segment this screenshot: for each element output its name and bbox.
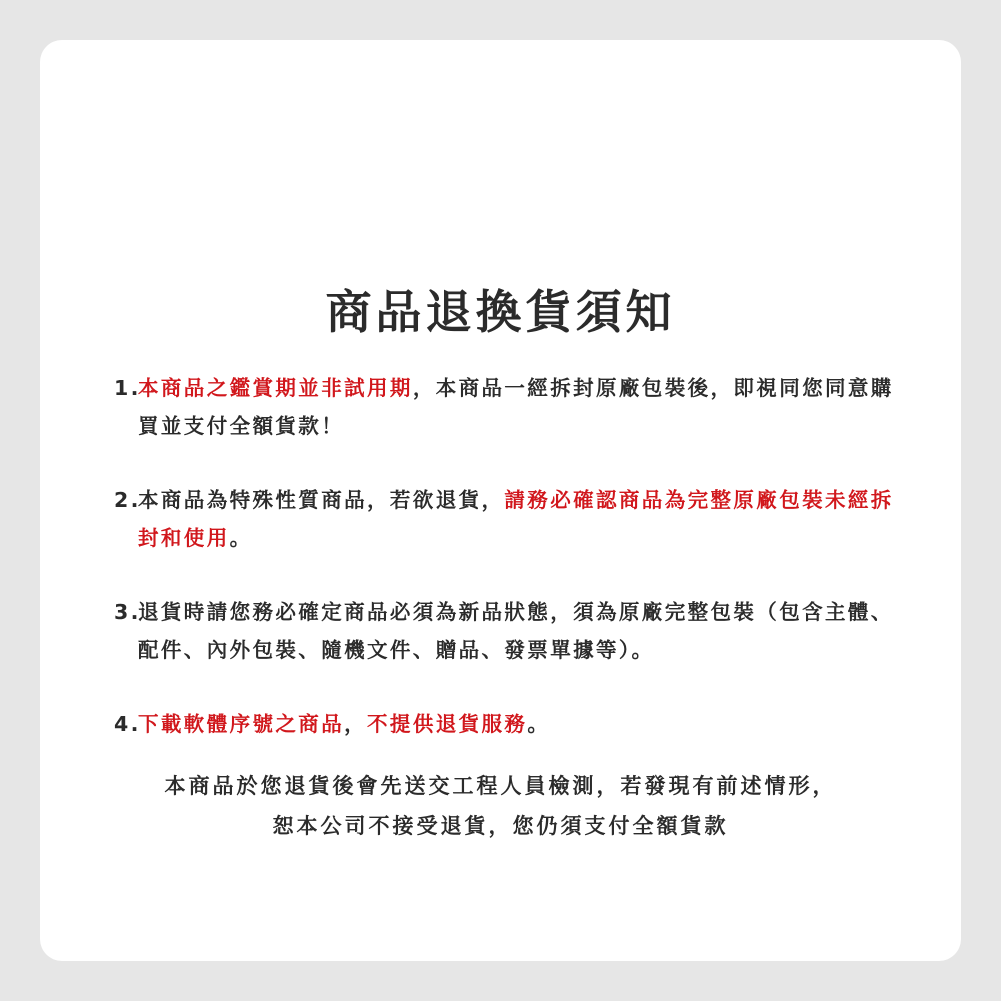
item-number: 2. [114, 488, 141, 512]
item-text-emphasis: 不提供退貨服務 [367, 712, 528, 736]
notice-item-2 [114, 481, 914, 557]
page-title: 商品退換貨須知 [325, 285, 676, 339]
item-text-emphasis: 下載軟體序號之商品 [138, 712, 345, 736]
notice-item-4 [114, 705, 914, 743]
item-text: ， [344, 712, 368, 736]
item-text: 。 [229, 526, 253, 550]
footer-line-2: 恕本公司不接受退貨，您仍須支付全額貨款 [272, 814, 729, 838]
item-number: 4. [114, 712, 141, 736]
item-text-emphasis: 請務必確認商品為完整原廠包裝未經拆封和使用 [138, 488, 894, 550]
footer-note [40, 766, 961, 846]
footer-line-1: 本商品於您退貨後會先送交工程人員檢測，若發現有前述情形， [164, 774, 837, 798]
item-text: 本商品為特殊性質商品，若欲退貨， [138, 488, 505, 512]
item-text: ，本商品一經拆封原廠包裝後，即視同您同意購買並支付全額貨款！ [138, 376, 894, 438]
item-text: 。 [527, 712, 551, 736]
notice-item-3 [114, 593, 914, 669]
item-number: 1. [114, 376, 141, 400]
item-number: 3. [114, 600, 141, 624]
notice-item-1 [114, 369, 914, 445]
item-text-emphasis: 本商品之鑑賞期並非試用期 [138, 376, 413, 400]
notice-list [114, 369, 914, 743]
notice-card [40, 40, 961, 961]
item-text: 退貨時請您務必確定商品必須為新品狀態，須為原廠完整包裝（包含主體、配件、內外包裝、隨機文件、贈品、發票單據等）。 [138, 600, 894, 662]
